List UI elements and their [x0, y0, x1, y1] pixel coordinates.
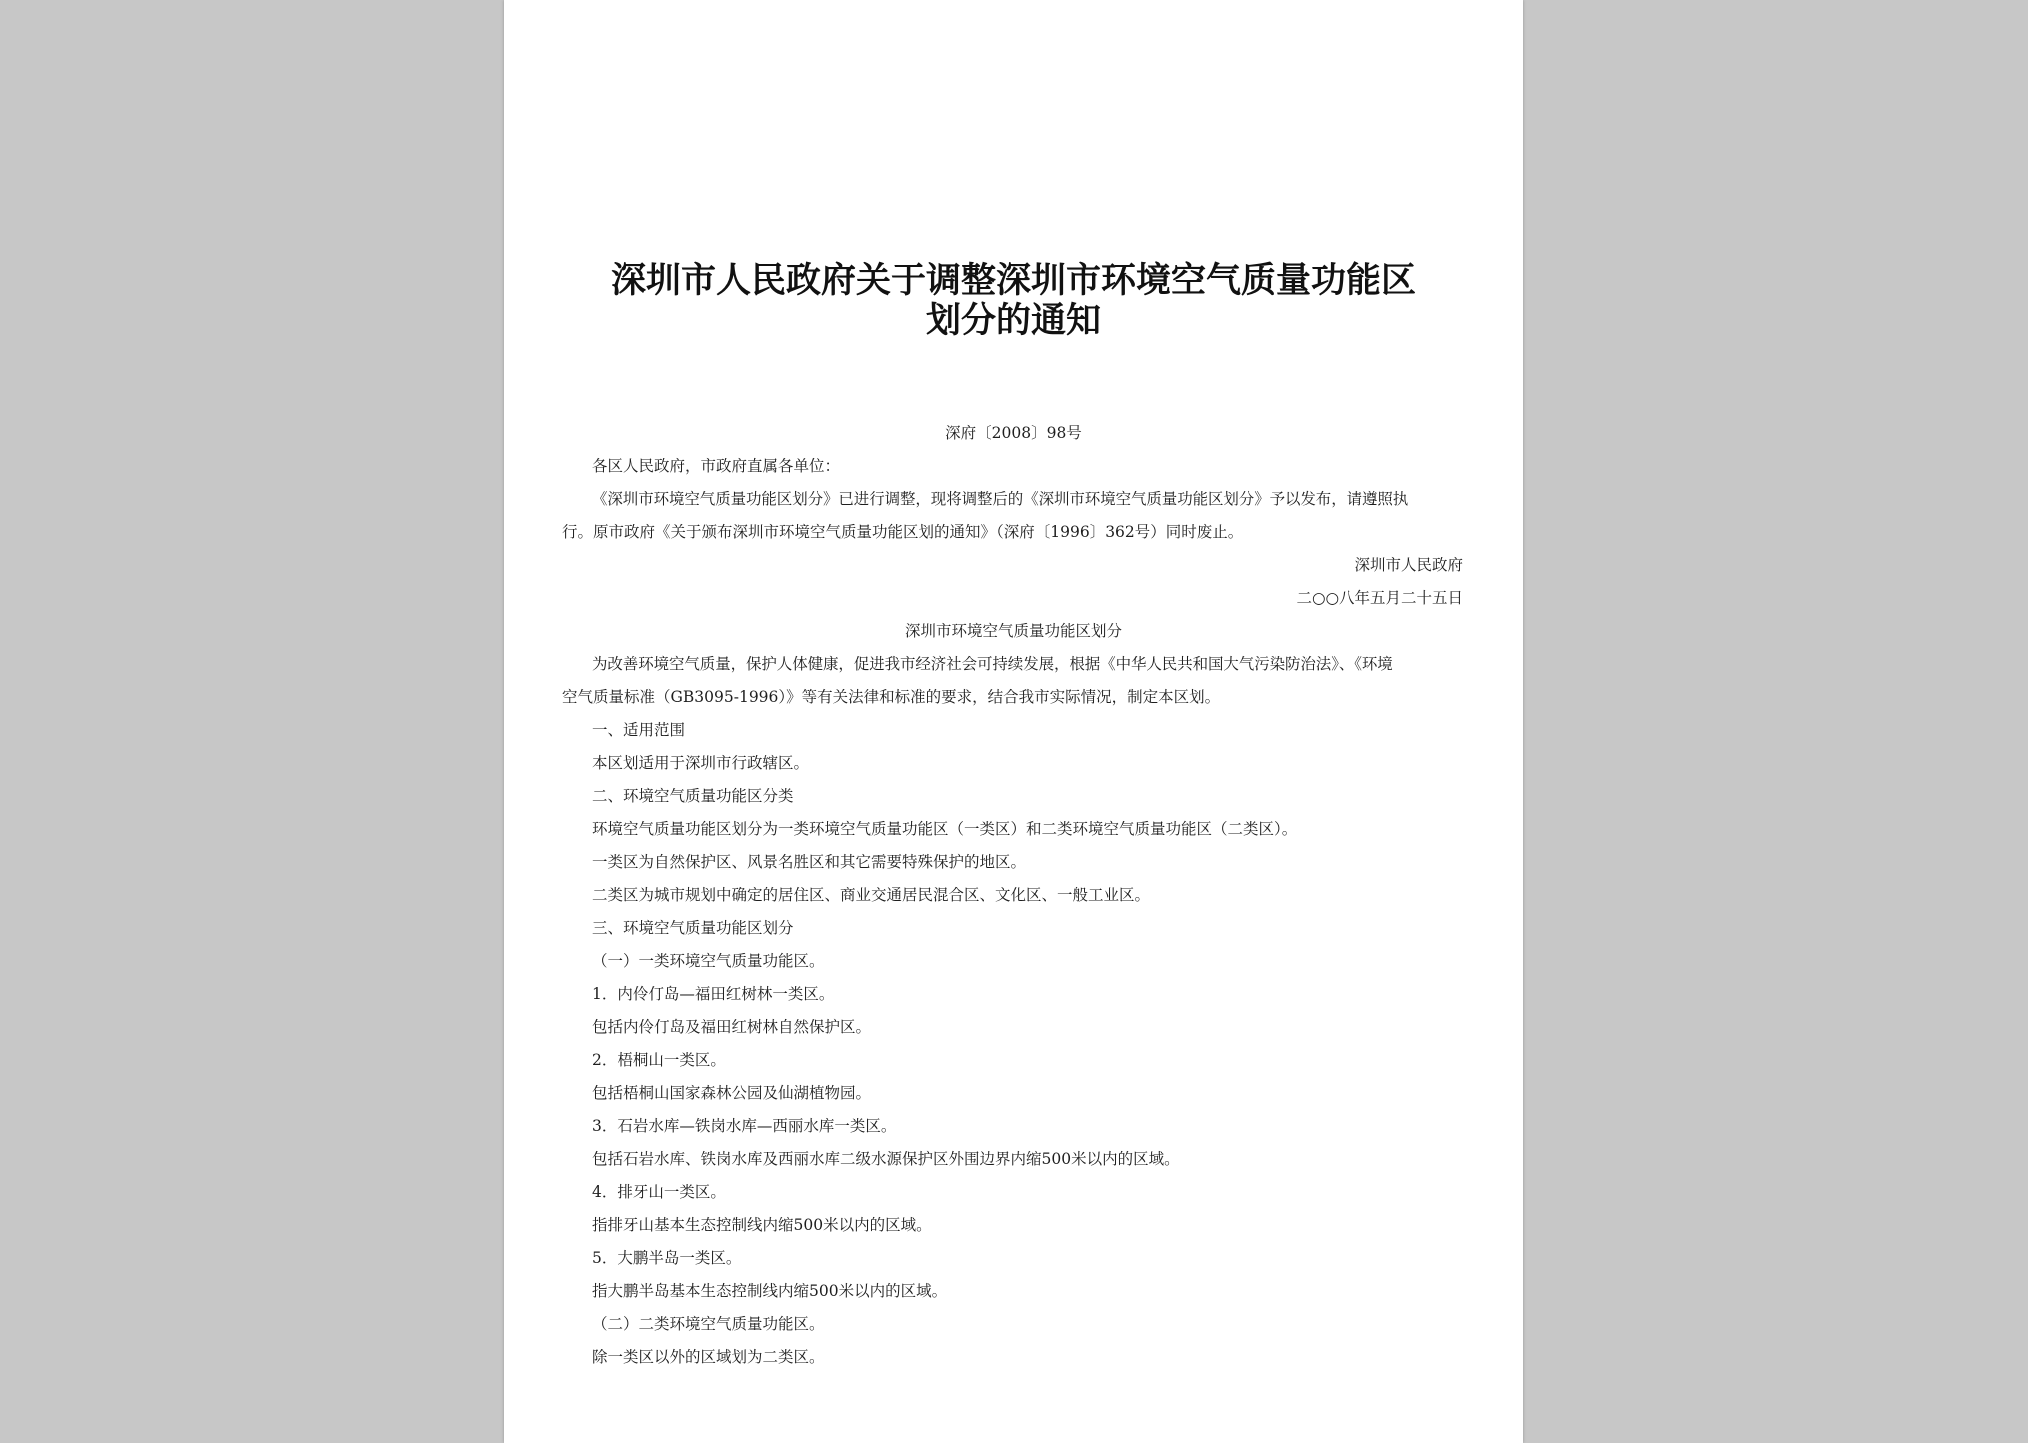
list-item: 1．内伶仃岛—福田红树林一类区。 — [592, 985, 835, 1003]
subsection-heading: （一）一类环境空气质量功能区。 — [592, 952, 825, 970]
paragraph: 环境空气质量功能区划分为一类环境空气质量功能区（一类区）和二类环境空气质量功能区（二类区）。 — [592, 820, 1298, 838]
document-page — [504, 0, 1523, 1443]
section-heading: 二、环境空气质量功能区分类 — [592, 787, 794, 805]
paragraph: 指排牙山基本生态控制线内缩500米以内的区域。 — [592, 1216, 932, 1234]
title-line-1: 深圳市人民政府关于调整深圳市环境空气质量功能区 — [610, 260, 1416, 301]
document-number: 深府〔2008〕98号 — [945, 424, 1082, 442]
paragraph: 一类区为自然保护区、风景名胜区和其它需要特殊保护的地区。 — [592, 853, 1027, 871]
title-line-2: 划分的通知 — [925, 300, 1101, 341]
section-heading: 一、适用范围 — [592, 721, 686, 739]
annex-paragraph-line: 为改善环境空气质量，保护人体健康，促进我市经济社会可持续发展，根据《中华人民共和国大气污染防治法》、《环境 — [592, 655, 1393, 673]
signature-organization: 深圳市人民政府 — [1354, 556, 1463, 574]
salutation: 各区人民政府，市政府直属各单位： — [592, 457, 841, 475]
body-paragraph-line: 《深圳市环境空气质量功能区划分》已进行调整，现将调整后的《深圳市环境空气质量功能区划分》予以发布，请遵照执 — [592, 490, 1409, 508]
annex-title: 深圳市环境空气质量功能区划分 — [904, 622, 1122, 640]
signature-date: 二○○八年五月二十五日 — [1296, 589, 1463, 607]
list-item: 3．石岩水库—铁岗水库—西丽水库一类区。 — [592, 1117, 897, 1135]
paragraph: 除一类区以外的区域划为二类区。 — [592, 1348, 825, 1366]
paragraph: 包括内伶仃岛及福田红树林自然保护区。 — [592, 1018, 872, 1036]
section-heading: 三、环境空气质量功能区划分 — [592, 919, 794, 937]
subsection-heading: （二）二类环境空气质量功能区。 — [592, 1315, 825, 1333]
paragraph: 指大鹏半岛基本生态控制线内缩500米以内的区域。 — [592, 1282, 948, 1300]
annex-paragraph-line: 空气质量标准（GB3095-1996）》等有关法律和标准的要求，结合我市实际情况，制定本区划。 — [562, 688, 1221, 706]
paragraph: 包括梧桐山国家森林公园及仙湖植物园。 — [592, 1084, 872, 1102]
list-item: 5．大鹏半岛一类区。 — [592, 1249, 742, 1267]
body-paragraph-line: 行。原市政府《关于颁布深圳市环境空气质量功能区划的通知》（深府〔1996〕362号）同时废止。 — [562, 523, 1244, 541]
paragraph: 二类区为城市规划中确定的居住区、商业交通居民混合区、文化区、一般工业区。 — [592, 886, 1151, 904]
paragraph: 包括石岩水库、铁岗水库及西丽水库二级水源保护区外围边界内缩500米以内的区域。 — [592, 1150, 1180, 1168]
paragraph: 本区划适用于深圳市行政辖区。 — [592, 754, 810, 772]
list-item: 2．梧桐山一类区。 — [592, 1051, 726, 1069]
list-item: 4．排牙山一类区。 — [592, 1183, 726, 1201]
document-title — [544, 261, 1483, 341]
